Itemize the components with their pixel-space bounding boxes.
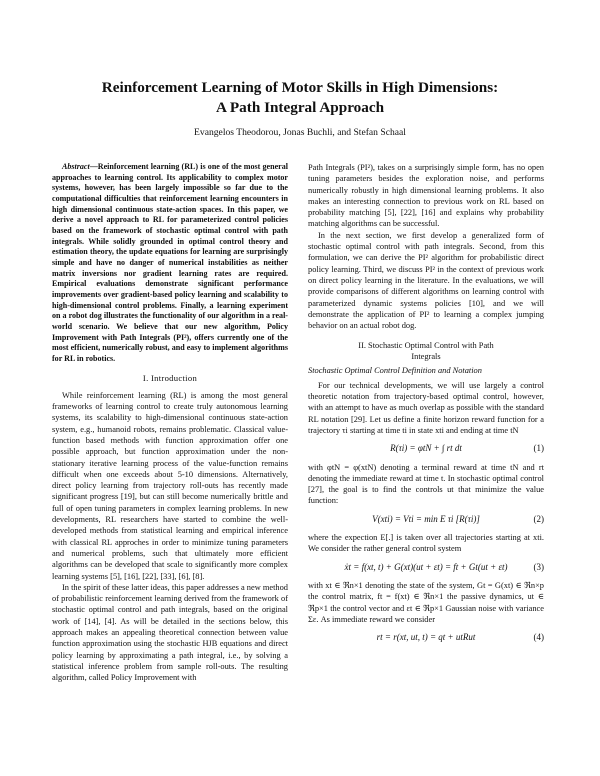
section-1-heading: I. Introduction: [142, 373, 198, 384]
right-paragraph-2: In the next section, we first develop a generalized form of stochastic optimal control with path integrals. Second, from this formulation, we can derive the PI² algorithm for probabilistic direct policy learning. Third, we discuss PI² in the context of previous work on direct policy learning in the literature. In the evaluations, we will provide comparisons of different algorithms on learning control with parameterized dynamic systems policies [10], and we will demonstrate the application of PI² to learning a complex jumping behavior on an actual robot dog.: [308, 230, 544, 331]
right-column: [308, 162, 544, 650]
equation-1-body: R(τi) = φtN + ∫ rt dt: [390, 443, 462, 454]
section-2-paragraph-2: with φtN = φ(xtN) denoting a terminal reward at time tN and rt denoting the immediate reward at time t. In stochastic optimal control [27], the goal is to find the controls ut that minimize the value function:: [308, 462, 544, 506]
title-line-1: Reinforcement Learning of Motor Skills in High Dimensions:: [101, 79, 499, 96]
subsection-heading: Stochastic Optimal Control Definition and Notation: [308, 366, 482, 376]
equation-4-body: rt = r(xt, ut, t) = qt + utRut: [376, 632, 476, 643]
intro-paragraph-1: While reinforcement learning (RL) is among the most general frameworks of learning control to create truly autonomous learning systems, its scalability to high-dimensional continuous state-action system, e.g., humanoid robots, remains problematic. Classical value-function based methods with function approximation offer one possible approach, but function approximation under the non-stationary iterative learning process of the value-function remains difficult when one exceeds about 5-10 dimensions. Alternatively, direct policy learning from trajectory roll-outs has recently made significant progress [19], but can still become numerically brittle and full of open tuning parameters in complex learning problems. In new developments, RL researchers have started to combine the well-developed methods from statistical learning and empirical inference with classical RL approches in order to minimize tuning parameters and numerical problems, such that ultimately more efficient algorithms can be developed that scale to significantly more complex learning systems [5], [16], [22], [33], [6], [8].: [52, 390, 288, 581]
equation-2: [308, 514, 544, 525]
right-paragraph-1: Path Integrals (PI²), takes on a surprisingly simple form, has no open tuning parameters besides the exploration noise, and performs numerically robustly in high dimensional learning problems. It also makes an interesting connection to previous work on RL based on probability matching [5], [22], [16] and explains why probability matching algorithms can be successful.: [308, 163, 544, 229]
section-2-heading: [308, 340, 544, 362]
equation-4-number: (4): [533, 632, 544, 643]
abstract-body: —Reinforcement learning (RL) is one of the most general approaches to learning control. Its applicability to complex motor systems, however, has been largely impossible so far due to the computational difficulties that reinforcement learning encounters in high dimensional continuous state-action spaces. In this paper, we derive a novel approach to RL for parameterized control policies based on the framework of stochastic optimal control with path integrals. While solidly grounded in optimal control theory and estimation theory, the update equations for learning are surprisingly simple and have no danger of numerical instabilities as neither matrix inversions nor gradient learning rates are required. Empirical evaluations demonstrate significant performance improvements over gradient-based policy learning and scalability to high-dimensional control problems. Finally, a learning experiment on a robot dog illustrates the functionality of our algorithm in a real-world scenario. We believe that our new algorithm, Policy Improvement with Path Integrals (PI²), offers currently one of the most efficient, numerically robust, and easy to implement algorithms for RL in robotics.: [52, 162, 288, 363]
left-column: [52, 162, 288, 683]
abstract: [52, 162, 288, 364]
section-2-paragraph-4: with xt ∈ ℜn×1 denoting the state of the system, Gt = G(xt) ∈ ℜn×p the control matrix, ft = f(xt) ∈ ℜn×1 the passive dynamics, ut ∈ ℜp×1 the control vector and εt ∈ ℜp×1 Gaussian noise with variance Σε. As immediate reward we consider: [308, 580, 544, 624]
equation-3: [308, 562, 544, 573]
title-line-2: A Path Integral Approach: [215, 99, 385, 116]
equation-2-number: (2): [533, 513, 544, 524]
section-2-heading-line-1: II. Stochastic Optimal Control with Path: [358, 341, 494, 351]
equation-3-body: ẋt = f(xt, t) + G(xt)(ut + εt) = ft + Gt(ut + εt): [344, 561, 508, 572]
equation-1-number: (1): [533, 443, 544, 454]
abstract-lead: Abstract: [62, 162, 90, 171]
equation-4: [308, 632, 544, 643]
authors: Evangelos Theodorou, Jonas Buchli, and Stefan Schaal: [194, 127, 406, 138]
section-2-paragraph-3: where the expection E[.] is taken over all trajectories starting at xti. We consider the rather general control system: [308, 533, 544, 554]
equation-1: [308, 443, 544, 454]
equation-2-body: V(xti) = Vti = min E τi [R(τi)]: [372, 513, 480, 524]
paper-title: [40, 78, 560, 118]
section-2-heading-line-2: Integrals: [411, 352, 441, 362]
section-2-paragraph-1: For our technical developments, we will use largely a control theoretic notation from trajectory-based optimal control, however, with an attempt to have as much overlap as possible with the standard RL notation [29]. Let us define a finite horizon reward function for a trajectory τi starting at time ti in state xti and ending at time tN: [308, 380, 544, 435]
equation-3-number: (3): [533, 561, 544, 572]
intro-paragraph-2: In the spirit of these latter ideas, this paper addresses a new method of probabilistic reinforcement learning derived from the framework of stochastic optimal control and path integrals, based on the original work of [14], [4]. As will be detailed in the sections below, this approach makes an appealing theoretical connection between value function approximation using the stochastic HJB equations and direct policy learning by approximating a path integral, i.e., by solving a statistical inference problem from sample roll-outs. The resulting algorithm, called Policy Improvement with: [52, 582, 288, 683]
